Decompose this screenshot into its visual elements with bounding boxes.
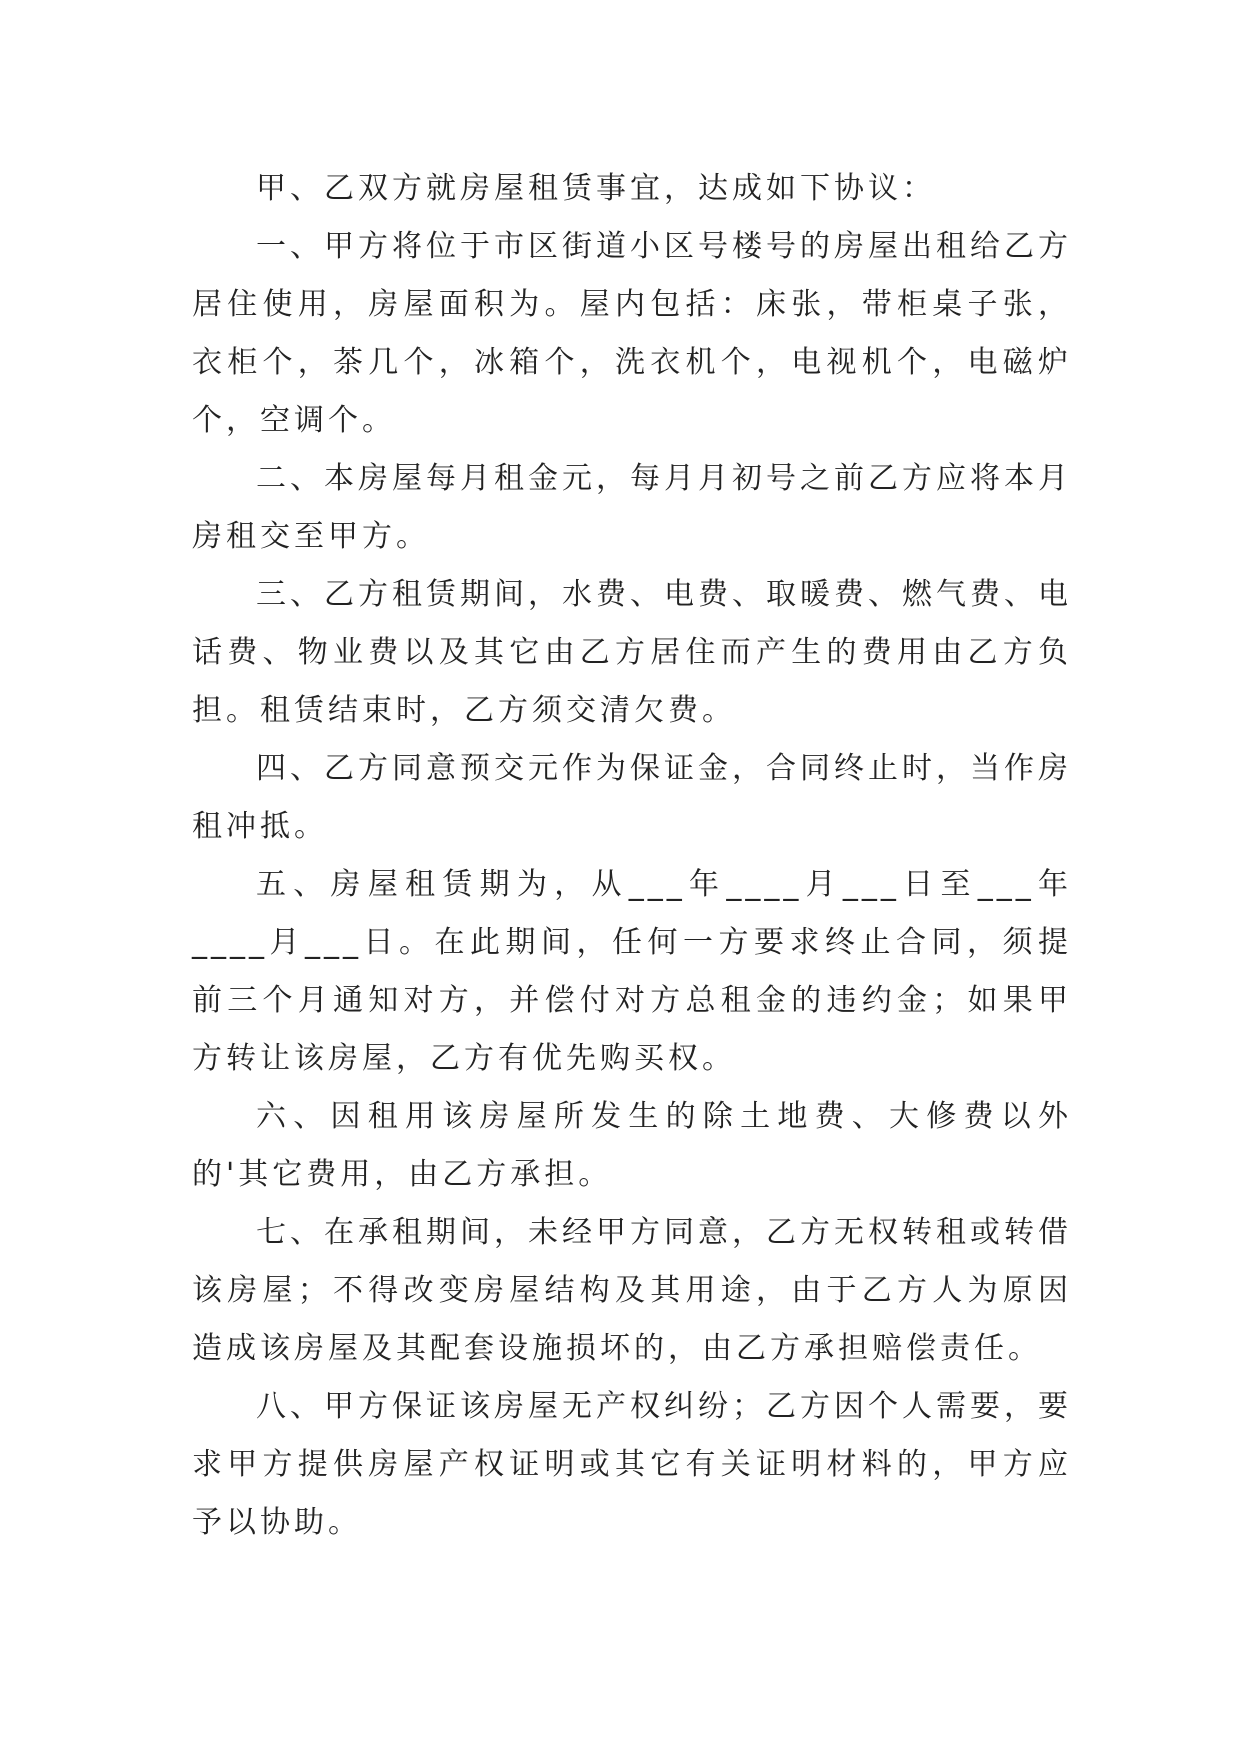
paragraph-clause-8: 八、甲方保证该房屋无产权纠纷；乙方因个人需要，要求甲方提供房屋产权证明或其它有关证明材料的，甲方应予以协助。 [192,1389,1072,1540]
paragraph-clause-5: 五、房屋租赁期为，从___年____月___日至___年____月___日。在此期间，任何一方要求终止合同，须提前三个月通知对方，并偿付对方总租金的违约金；如果甲方转让该房屋，乙方有优先购买权。 [192,867,1072,1076]
paragraph-clause-4: 四、乙方同意预交元作为保证金，合同终止时，当作房租冲抵。 [192,751,1072,844]
document-body [192,160,1072,1552]
paragraph-clause-3: 三、乙方租赁期间，水费、电费、取暖费、燃气费、电话费、物业费以及其它由乙方居住而产生的费用由乙方负担。租赁结束时，乙方须交清欠费。 [192,577,1072,728]
paragraph-clause-2: 二、本房屋每月租金元，每月月初号之前乙方应将本月房租交至甲方。 [192,461,1072,554]
paragraph-clause-6: 六、因租用该房屋所发生的除土地费、大修费以外的'其它费用，由乙方承担。 [192,1099,1072,1192]
paragraph-clause-1: 一、甲方将位于市区街道小区号楼号的房屋出租给乙方居住使用，房屋面积为。屋内包括：床张，带柜桌子张，衣柜个，茶几个，冰箱个，洗衣机个，电视机个，电磁炉个，空调个。 [192,229,1072,438]
paragraph-intro: 甲、乙双方就房屋租赁事宜，达成如下协议： [256,171,936,206]
paragraph-clause-7: 七、在承租期间，未经甲方同意，乙方无权转租或转借该房屋；不得改变房屋结构及其用途，由于乙方人为原因造成该房屋及其配套设施损坏的，由乙方承担赔偿责任。 [192,1215,1072,1366]
